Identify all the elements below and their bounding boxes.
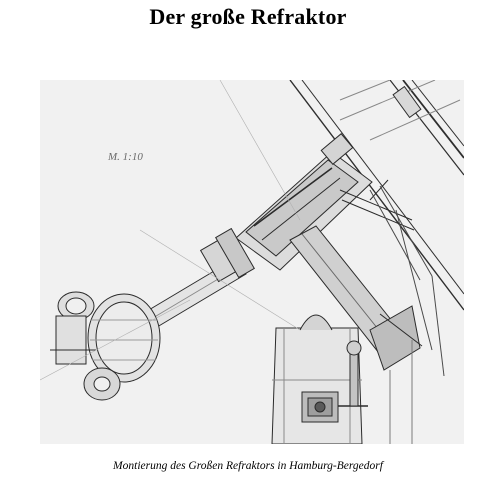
page-title: Der große Refraktor xyxy=(149,4,347,29)
pier xyxy=(272,315,362,444)
figure-caption: Montierung des Großen Refraktors in Hamburg-Bergedorf xyxy=(113,460,383,472)
sheet-mark: M. 1:10 xyxy=(108,151,143,163)
drawing-lines xyxy=(40,80,464,444)
telescope-drawing xyxy=(40,80,464,444)
